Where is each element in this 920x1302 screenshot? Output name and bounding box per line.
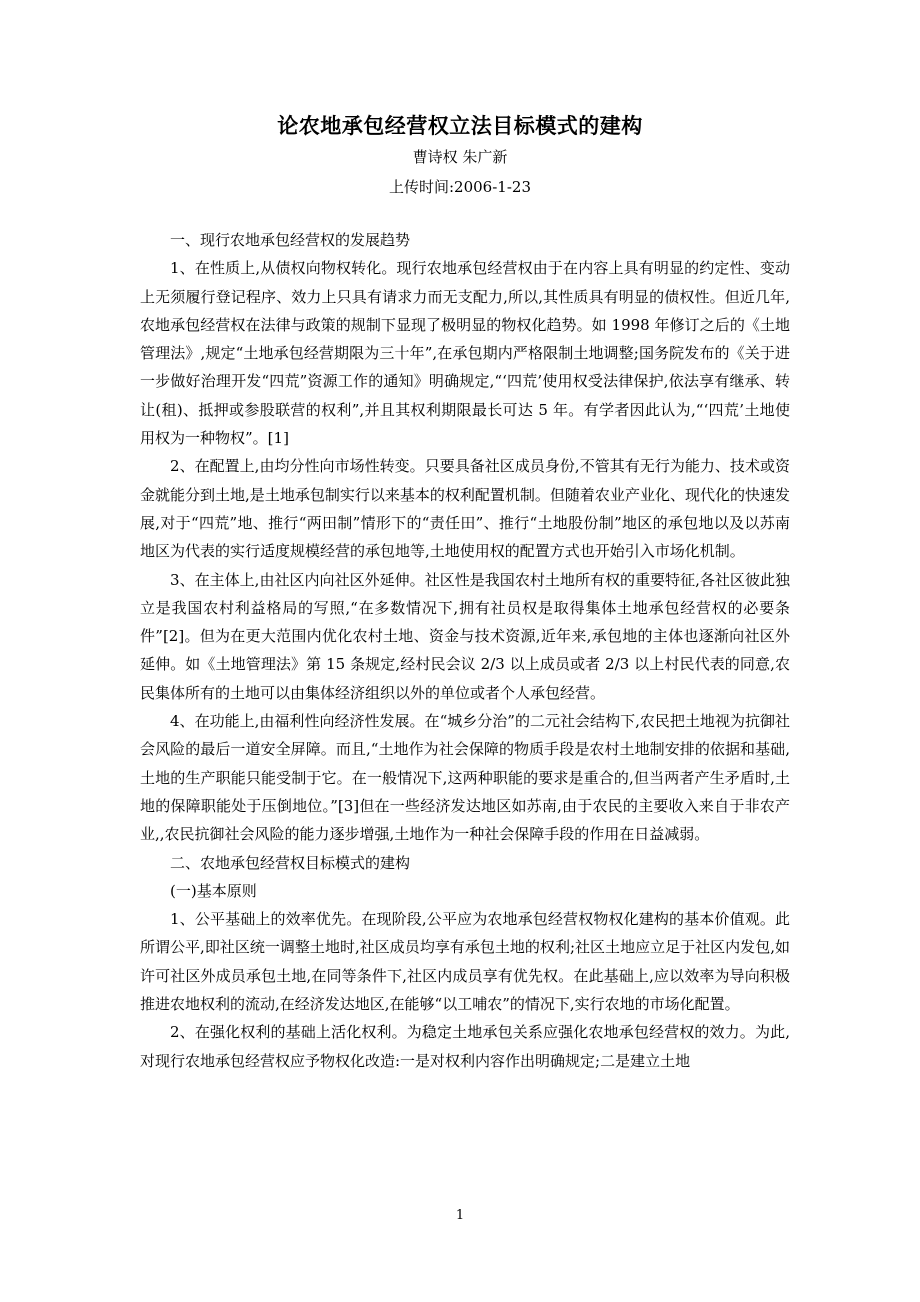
paragraph: 2、在配置上,由均分性向市场性转变。只要具备社区成员身份,不管其有无行为能力、技术或资金就能分到土地,是土地承包制实行以来基本的权利配置机制。但随着农业产业化、现代化的快速发展,对于“四荒”地、推行“两田制”情形下的“责任田”、推行“土地股份制”地区的承包地以及以苏南地区为代表的实行适度规模经营的承包地等,土地使用权的配置方式也开始引入市场化机制。	[140, 457, 790, 561]
paragraph: 2、在强化权利的基础上活化权利。为稳定土地承包关系应强化农地承包经营权的效力。为此,对现行农地承包经营权应予物权化改造:一是对权利内容作出明确规定;二是建立土地	[140, 1023, 790, 1070]
subsection-heading: (一)基本原则	[170, 881, 257, 900]
paragraph: 4、在功能上,由福利性向经济性发展。在“城乡分治”的二元社会结构下,农民把土地视为抗御社会风险的最后一道安全屏障。而且,“土地作为社会保障的物质手段是农村土地制安排的依据和基础,土地的生产职能只能受制于它。在一般情况下,这两种职能的要求是重合的,但当两者产生矛盾时,土地的保障职能处于压倒地位。”[3]但在一些经济发达地区如苏南,由于农民的主要收入来自于非农产业,,农民抗御社会风险的能力逐步增强,土地作为一种社会保障手段的作用在日益减弱。	[140, 712, 790, 844]
section-heading-2: 二、农地承包经营权目标模式的建构	[170, 853, 411, 872]
document-body	[140, 226, 790, 1075]
section-heading-1: 一、现行农地承包经营权的发展趋势	[170, 231, 411, 249]
paragraph: 1、在性质上,从债权向物权转化。现行农地承包经营权由于在内容上具有明显的约定性、变动上无须履行登记程序、效力上只具有请求力而无支配力,所以,其性质具有明显的债权性。但近几年,农地承包经营权在法律与政策的规制下显现了极明显的物权化趋势。如 1998 年修订之后的《土地管理法》,规定“土地承包经营期限为三十年”,在承包期内严格限制土地调整;国务院发布的《关于进一步做好治理开发“四荒”资源工作的通知》明确规定,“‘四荒’使用权受法律保护,依法享有继承、转让(租)、抵押或参股联营的权利”,并且其权利期限最长可达 5 年。有学者因此认为,“‘四荒’土地使用权为一种物权”。[1]	[140, 259, 790, 448]
page-number: 1	[455, 1208, 465, 1223]
document-title: 论农地承包经营权立法目标模式的建构	[277, 114, 643, 138]
paragraph: 1、公平基础上的效率优先。在现阶段,公平应为农地承包经营权物权化建构的基本价值观。此所谓公平,即社区统一调整土地时,社区成员均享有承包土地的权利;社区土地应立足于社区内发包,如许可社区外成员承包土地,在同等条件下,社区内成员享有优先权。在此基础上,应以效率为导向积极推进农地权利的流动,在经济发达地区,在能够“以工哺农”的情况下,实行农地的市场化配置。	[140, 910, 790, 1014]
paragraph: 3、在主体上,由社区内向社区外延伸。社区性是我国农村土地所有权的重要特征,各社区彼此独立是我国农村利益格局的写照,“在多数情况下,拥有社员权是取得集体土地承包经营权的必要条件”[2]。但为在更大范围内优化农村土地、资金与技术资源,近年来,承包地的主体也逐渐向社区外延伸。如《土地管理法》第 15 条规定,经村民会议 2/3 以上成员或者 2/3 以上村民代表的同意,农民集体所有的土地可以由集体经济组织以外的单位或者个人承包经营。	[140, 570, 790, 702]
upload-time: 上传时间:2006-1-23	[389, 178, 531, 196]
authors: 曹诗权 朱广新	[412, 148, 508, 166]
